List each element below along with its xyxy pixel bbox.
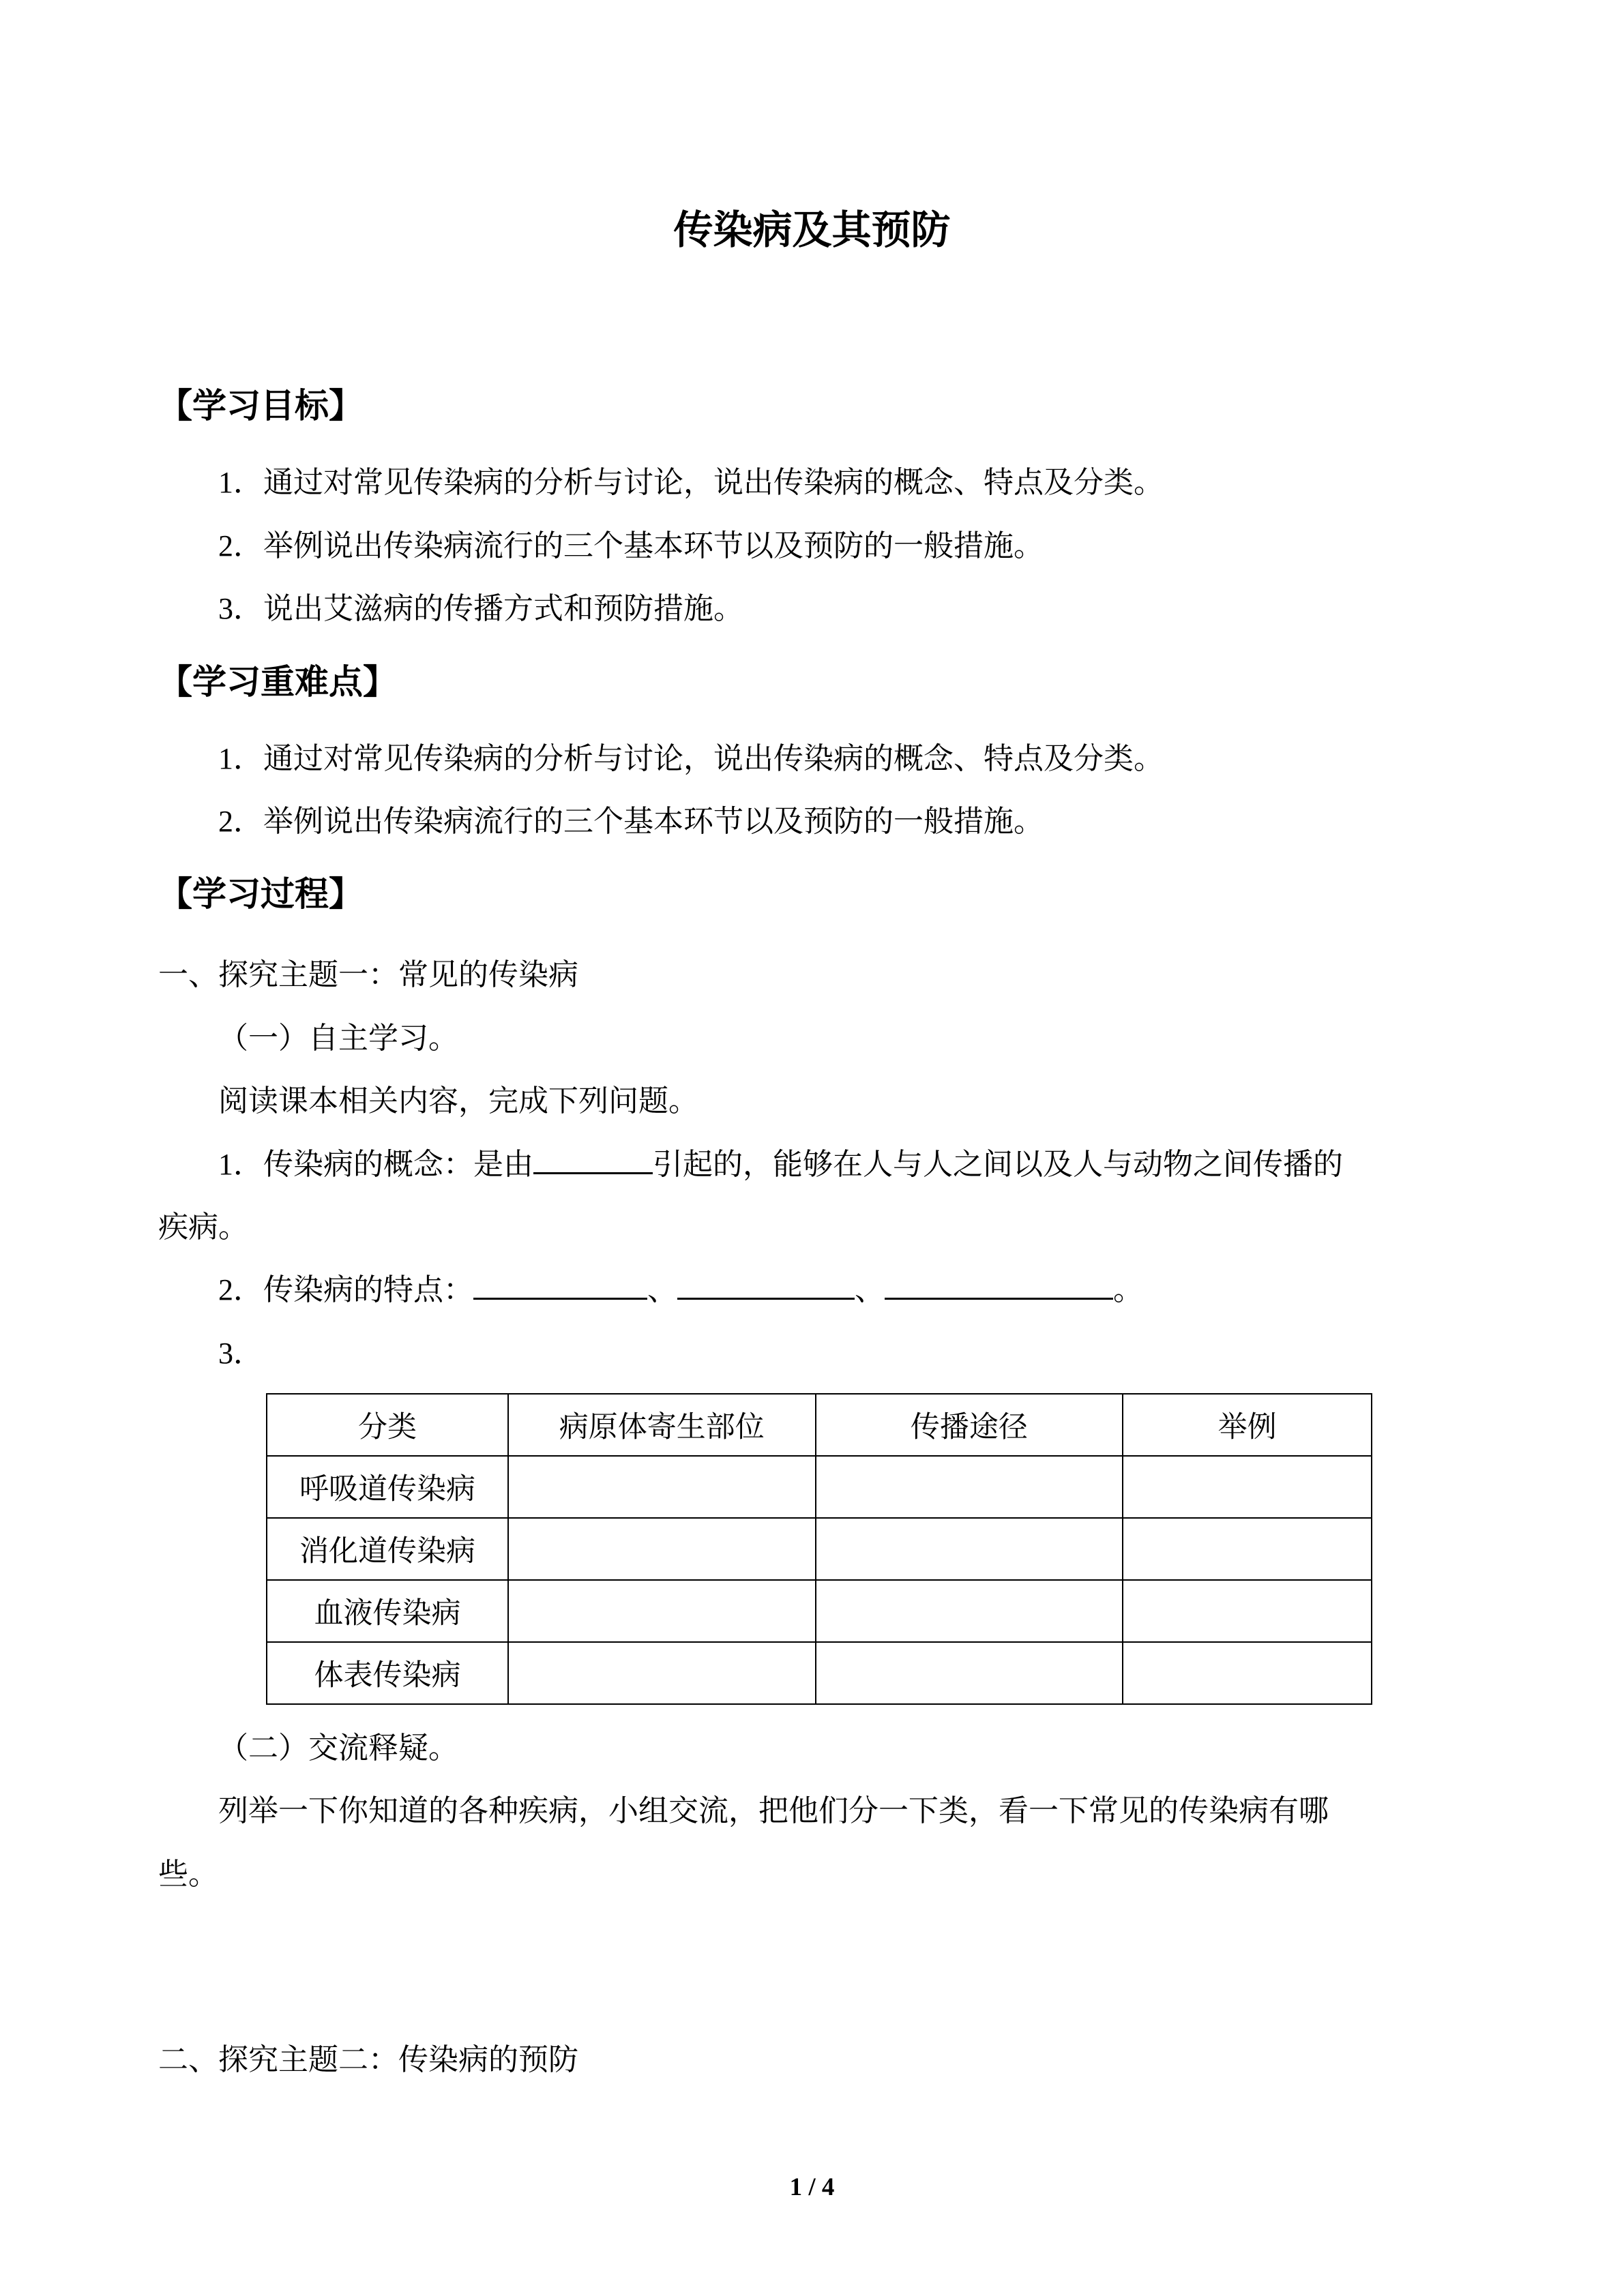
subsection-discussion: （二）交流释疑。 — [218, 1731, 458, 1765]
fill-in-blank — [533, 1167, 653, 1174]
title-area — [0, 0, 1624, 256]
row-label-cell: 呼吸道传染病 — [267, 1456, 508, 1518]
page-title: 传染病及其预防 — [673, 208, 951, 252]
objective-item: 2．举例说出传染病流行的三个基本环节以及预防的一般措施。 — [218, 528, 1044, 563]
row-label-cell: 消化道传染病 — [267, 1518, 508, 1580]
key-points-list — [158, 728, 1372, 854]
table-row — [267, 1456, 1372, 1518]
page-number: 1 / 4 — [789, 2173, 835, 2201]
question-1 — [158, 1133, 1372, 1259]
row-label-cell: 体表传染病 — [267, 1642, 508, 1704]
topic1-heading: 一、探究主题一：常见的传染病 — [158, 958, 578, 992]
fill-in-blank — [677, 1293, 855, 1300]
key-point-item: 1．通过对常见传染病的分析与讨论，说出传染病的概念、特点及分类。 — [218, 741, 1164, 775]
topic2-heading: 二、探究主题二：传染病的预防 — [158, 2043, 578, 2077]
question-1-prefix: 1．传染病的概念：是由 — [218, 1147, 533, 1181]
document-body — [0, 382, 1624, 2091]
question-2-prefix: 2．传染病的特点： — [218, 1273, 473, 1307]
table-header-cell: 分类 — [267, 1394, 508, 1456]
key-point-item: 2．举例说出传染病流行的三个基本环节以及预防的一般措施。 — [218, 804, 1044, 838]
empty-cell — [508, 1642, 816, 1704]
list-separator: 、 — [855, 1273, 885, 1307]
empty-cell — [1123, 1456, 1372, 1518]
table-header-row — [267, 1394, 1372, 1456]
empty-cell — [816, 1518, 1123, 1580]
section-heading-process: 【学习过程】 — [158, 875, 363, 914]
empty-cell — [816, 1456, 1123, 1518]
classification-table — [266, 1393, 1372, 1705]
objective-item: 3．说出艾滋病的传播方式和预防措施。 — [218, 592, 743, 626]
empty-cell — [508, 1518, 816, 1580]
question-3-label: 3． — [218, 1336, 263, 1370]
empty-cell — [1123, 1580, 1372, 1642]
objectives-list — [158, 451, 1372, 640]
empty-cell — [508, 1456, 816, 1518]
empty-cell — [508, 1580, 816, 1642]
list-separator: 、 — [647, 1273, 677, 1307]
objective-item: 1．通过对常见传染病的分析与讨论，说出传染病的概念、特点及分类。 — [218, 466, 1164, 500]
process-topic1-block — [158, 944, 1372, 1385]
section-heading-key-points: 【学习重难点】 — [158, 662, 397, 701]
process-discussion-block — [158, 1717, 1372, 1906]
table-row — [267, 1642, 1372, 1704]
fill-in-blank — [473, 1293, 647, 1300]
question-1-suffix: 引起的，能够在人与人之间以及人与动物之间传播的疾病。 — [158, 1147, 1343, 1244]
table-header-cell: 病原体寄生部位 — [508, 1394, 816, 1456]
table-row — [267, 1518, 1372, 1580]
question-2 — [158, 1259, 1372, 1322]
empty-cell — [1123, 1518, 1372, 1580]
empty-cell — [816, 1580, 1123, 1642]
table-row — [267, 1580, 1372, 1642]
table-header-cell: 传播途径 — [816, 1394, 1123, 1456]
sentence-end: 。 — [1113, 1273, 1143, 1307]
row-label-cell: 血液传染病 — [267, 1580, 508, 1642]
discussion-text: 列举一下你知道的各种疾病，小组交流，把他们分一下类，看一下常见的传染病有哪些。 — [158, 1794, 1329, 1891]
table-header-cell: 举例 — [1123, 1394, 1372, 1456]
empty-cell — [816, 1642, 1123, 1704]
empty-cell — [1123, 1642, 1372, 1704]
instruction-text: 阅读课本相关内容，完成下列问题。 — [218, 1084, 698, 1118]
section-heading-objectives: 【学习目标】 — [158, 387, 363, 426]
subsection-self-study: （一）自主学习。 — [218, 1021, 458, 1055]
fill-in-blank — [885, 1293, 1113, 1300]
